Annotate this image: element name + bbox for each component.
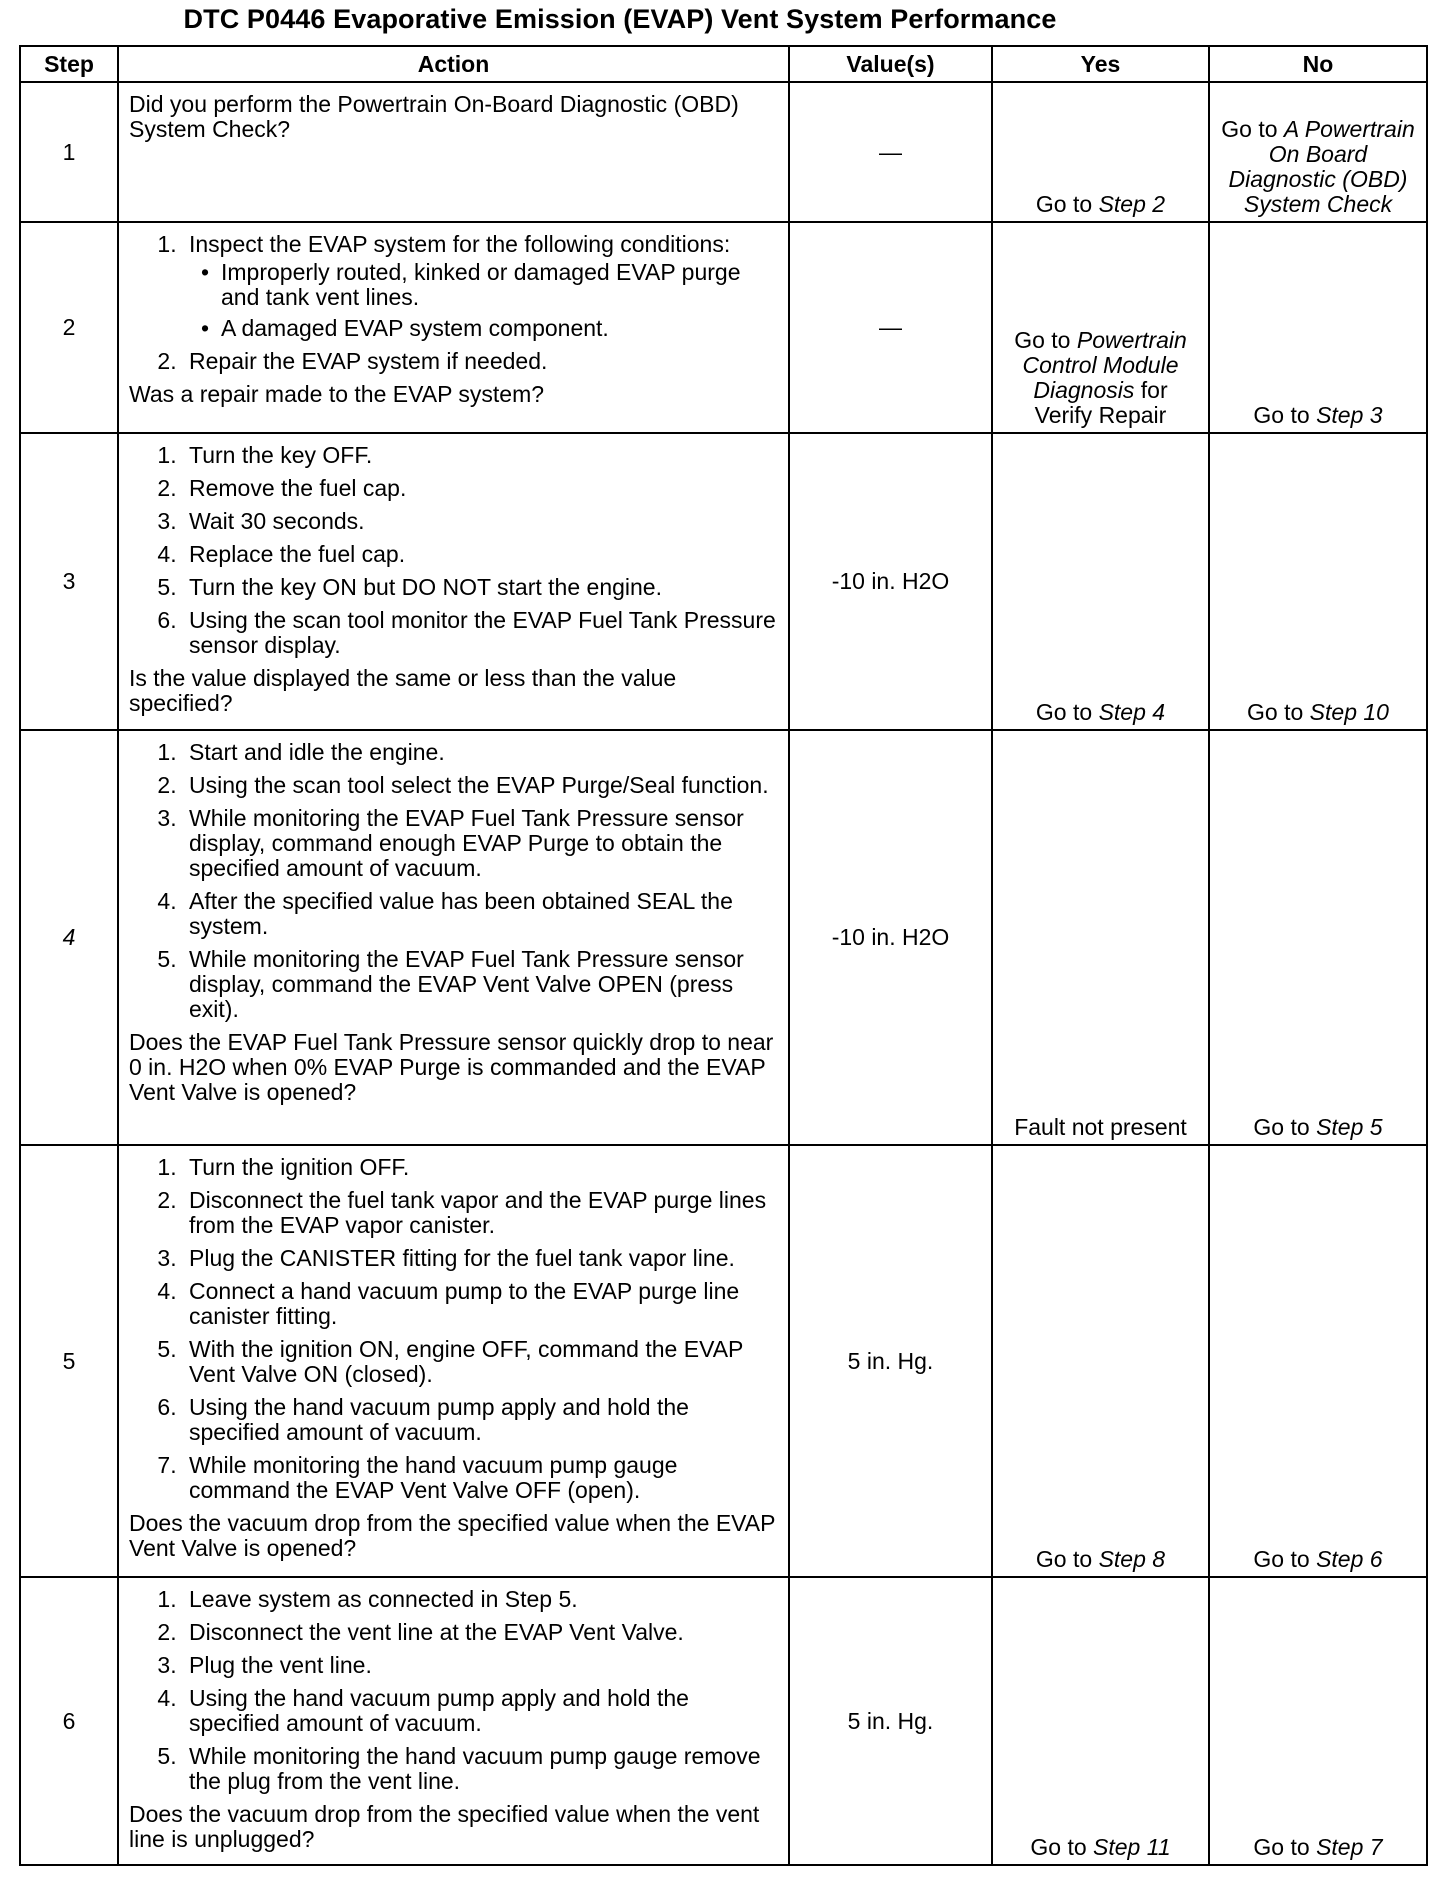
no-outcome-cell bbox=[1209, 433, 1427, 730]
step-number: 6 bbox=[20, 1577, 118, 1865]
action-steps-list bbox=[129, 1155, 778, 1503]
value-cell: — bbox=[789, 222, 992, 433]
action-step bbox=[183, 947, 778, 1022]
action-step bbox=[183, 889, 778, 939]
diagnostic-table bbox=[19, 45, 1428, 1866]
action-step bbox=[183, 1686, 778, 1736]
action-step bbox=[183, 1744, 778, 1794]
value-cell: 5 in. Hg. bbox=[789, 1145, 992, 1577]
rows-4-no-step-link[interactable]: Step 6 bbox=[1316, 1546, 1383, 1572]
rows-0-no-step-link[interactable]: A Powertrain On Board Diagnostic (OBD) System Check bbox=[1228, 116, 1415, 217]
rows-2-yes-text bbox=[993, 700, 1208, 725]
yes-outcome-cell bbox=[992, 1145, 1209, 1577]
no-column-header: No bbox=[1209, 46, 1427, 82]
action-step-text: Leave system as connected in Step 5. bbox=[189, 1586, 578, 1612]
rows-3-yes-prefix: Fault not present bbox=[1014, 1114, 1187, 1140]
rows-2-yes-step-link[interactable]: Step 4 bbox=[1098, 699, 1166, 725]
action-steps-list bbox=[129, 740, 778, 1022]
rows-4-yes-step-link[interactable]: Step 8 bbox=[1098, 1546, 1166, 1572]
action-cell bbox=[118, 1577, 789, 1865]
action-step-text: While monitoring the EVAP Fuel Tank Pressure sensor display, command enough EVAP Purge to obtain the specified amount of vacuum. bbox=[189, 805, 744, 881]
action-step-text: Connect a hand vacuum pump to the EVAP purge line canister fitting. bbox=[189, 1278, 740, 1329]
rows-5-yes-prefix: Go to bbox=[1030, 1834, 1094, 1860]
action-step-text: Remove the fuel cap. bbox=[189, 475, 407, 501]
rows-1-yes-text bbox=[1006, 328, 1196, 428]
step-number: 1 bbox=[20, 82, 118, 222]
yes-column-header: Yes bbox=[992, 46, 1209, 82]
no-outcome-cell bbox=[1209, 82, 1427, 222]
action-step bbox=[183, 773, 778, 798]
condition-item: • Improperly routed, kinked or damaged EVAP purge and tank vent lines. bbox=[221, 260, 778, 310]
action-step-text: With the ignition ON, engine OFF, command the EVAP Vent Valve ON (closed). bbox=[189, 1336, 743, 1387]
yes-outcome-cell bbox=[992, 222, 1209, 433]
table-body bbox=[20, 82, 1427, 1865]
action-question: Was a repair made to the EVAP system? bbox=[129, 381, 545, 407]
no-outcome-cell bbox=[1209, 222, 1427, 433]
rows-0-yes-prefix: Go to bbox=[1035, 191, 1099, 217]
action-column-header: Action bbox=[118, 46, 789, 82]
table-row bbox=[20, 1145, 1427, 1577]
rows-5-yes-step-link[interactable]: Step 11 bbox=[1093, 1834, 1171, 1860]
action-steps-list bbox=[129, 1587, 778, 1794]
rows-1-yes-step-link[interactable]: Powertrain Control Module Diagnosis bbox=[1022, 327, 1187, 403]
rows-1-no-step-link[interactable]: Step 3 bbox=[1316, 402, 1383, 428]
rows-2-no-prefix: Go to bbox=[1247, 699, 1310, 725]
action-step bbox=[183, 575, 778, 600]
rows-1-yes-suffix: for Verify Repair bbox=[1034, 377, 1168, 428]
action-question: Did you perform the Powertrain On-Board Diagnostic (OBD) System Check? bbox=[129, 91, 739, 142]
action-step-text: Inspect the EVAP system for the following conditions: bbox=[189, 231, 731, 257]
action-step-text: Start and idle the engine. bbox=[189, 739, 445, 765]
action-step-text: Plug the vent line. bbox=[189, 1652, 372, 1678]
action-step bbox=[183, 509, 778, 534]
action-step-text: Disconnect the vent line at the EVAP Vent Valve. bbox=[189, 1619, 684, 1645]
value-cell: -10 in. H2O bbox=[789, 433, 992, 730]
action-step-text: Turn the key ON but DO NOT start the engine. bbox=[189, 574, 662, 600]
action-cell bbox=[118, 433, 789, 730]
action-steps-list bbox=[129, 232, 778, 374]
action-step-text: Using the hand vacuum pump apply and hold the specified amount of vacuum. bbox=[189, 1685, 689, 1736]
rows-2-no-text bbox=[1210, 700, 1426, 725]
step-number: 4 bbox=[20, 730, 118, 1145]
action-step bbox=[183, 1453, 778, 1503]
condition-item: • A damaged EVAP system component. bbox=[221, 316, 778, 341]
action-step-text: Turn the key OFF. bbox=[189, 442, 373, 468]
rows-3-yes-text bbox=[993, 1115, 1208, 1140]
action-steps-list bbox=[129, 443, 778, 658]
action-step bbox=[183, 476, 778, 501]
action-step-text: Using the scan tool select the EVAP Purge/Seal function. bbox=[189, 772, 769, 798]
action-step bbox=[183, 232, 778, 341]
action-question: Does the vacuum drop from the specified value when the EVAP Vent Valve is opened? bbox=[129, 1510, 776, 1561]
action-cell bbox=[118, 82, 789, 222]
values-column-header: Value(s) bbox=[789, 46, 992, 82]
action-step bbox=[183, 740, 778, 765]
action-step-text: Turn the ignition OFF. bbox=[189, 1154, 410, 1180]
rows-2-no-step-link[interactable]: Step 10 bbox=[1309, 699, 1389, 725]
rows-0-yes-step-link[interactable]: Step 2 bbox=[1098, 191, 1166, 217]
rows-5-no-prefix: Go to bbox=[1253, 1834, 1317, 1860]
action-step-text: While monitoring the hand vacuum pump gauge command the EVAP Vent Valve OFF (open). bbox=[189, 1452, 678, 1503]
table-row bbox=[20, 1577, 1427, 1865]
yes-outcome-cell bbox=[992, 82, 1209, 222]
action-cell bbox=[118, 1145, 789, 1577]
table-header-row bbox=[20, 46, 1427, 82]
action-step bbox=[183, 1155, 778, 1180]
yes-outcome-cell bbox=[992, 1577, 1209, 1865]
rows-1-no-text bbox=[1210, 403, 1426, 428]
action-cell bbox=[118, 730, 789, 1145]
rows-1-yes-prefix: Go to bbox=[1014, 327, 1077, 353]
rows-5-no-text bbox=[1210, 1835, 1426, 1860]
action-step-text: Using the hand vacuum pump apply and hold the specified amount of vacuum. bbox=[189, 1394, 689, 1445]
action-step bbox=[183, 542, 778, 567]
no-outcome-cell bbox=[1209, 1577, 1427, 1865]
action-step-text: After the specified value has been obtained SEAL the system. bbox=[189, 888, 733, 939]
action-step bbox=[183, 349, 778, 374]
rows-1-no-prefix: Go to bbox=[1253, 402, 1317, 428]
rows-5-no-step-link[interactable]: Step 7 bbox=[1316, 1834, 1383, 1860]
action-step-text: Wait 30 seconds. bbox=[189, 508, 365, 534]
condition-list bbox=[189, 260, 778, 341]
step-column-header: Step bbox=[20, 46, 118, 82]
value-cell: -10 in. H2O bbox=[789, 730, 992, 1145]
rows-0-no-text bbox=[1220, 117, 1416, 217]
action-step-text: Repair the EVAP system if needed. bbox=[189, 348, 548, 374]
action-step-text: Disconnect the fuel tank vapor and the EVAP purge lines from the EVAP vapor canister. bbox=[189, 1187, 767, 1238]
action-step bbox=[183, 1587, 778, 1612]
rows-0-yes-text bbox=[993, 192, 1208, 217]
no-outcome-cell bbox=[1209, 730, 1427, 1145]
rows-4-no-prefix: Go to bbox=[1253, 1546, 1317, 1572]
rows-4-no-text bbox=[1210, 1547, 1426, 1572]
action-step-text: While monitoring the EVAP Fuel Tank Pressure sensor display, command the EVAP Vent Valve OPEN (press exit). bbox=[189, 946, 744, 1022]
table-row bbox=[20, 730, 1427, 1145]
table-row bbox=[20, 82, 1427, 222]
rows-0-no-prefix: Go to bbox=[1221, 116, 1284, 142]
action-step bbox=[183, 1279, 778, 1329]
yes-outcome-cell bbox=[992, 433, 1209, 730]
rows-3-no-text bbox=[1210, 1115, 1426, 1140]
table-row bbox=[20, 433, 1427, 730]
table-row bbox=[20, 222, 1427, 433]
action-step-text: While monitoring the hand vacuum pump gauge remove the plug from the vent line. bbox=[189, 1743, 761, 1794]
step-number: 2 bbox=[20, 222, 118, 433]
step-number: 3 bbox=[20, 433, 118, 730]
value-cell: 5 in. Hg. bbox=[789, 1577, 992, 1865]
action-step bbox=[183, 1337, 778, 1387]
rows-3-no-step-link[interactable]: Step 5 bbox=[1316, 1114, 1383, 1140]
action-cell bbox=[118, 222, 789, 433]
action-step bbox=[183, 608, 778, 658]
action-step-text: Replace the fuel cap. bbox=[189, 541, 406, 567]
action-step-text: Using the scan tool monitor the EVAP Fuel Tank Pressure sensor display. bbox=[189, 607, 776, 658]
yes-outcome-cell bbox=[992, 730, 1209, 1145]
step-number: 5 bbox=[20, 1145, 118, 1577]
action-step bbox=[183, 1246, 778, 1271]
action-step-text: Plug the CANISTER fitting for the fuel tank vapor line. bbox=[189, 1245, 735, 1271]
rows-4-yes-text bbox=[993, 1547, 1208, 1572]
page-title: DTC P0446 Evaporative Emission (EVAP) Vent System Performance bbox=[183, 4, 1057, 34]
action-step bbox=[183, 806, 778, 881]
no-outcome-cell bbox=[1209, 1145, 1427, 1577]
rows-4-yes-prefix: Go to bbox=[1035, 1546, 1099, 1572]
action-step bbox=[183, 1620, 778, 1645]
action-question: Does the vacuum drop from the specified value when the vent line is unplugged? bbox=[129, 1801, 760, 1852]
action-question: Is the value displayed the same or less than the value specified? bbox=[129, 665, 677, 716]
rows-2-yes-prefix: Go to bbox=[1035, 699, 1099, 725]
rows-5-yes-text bbox=[993, 1835, 1208, 1860]
action-step bbox=[183, 1188, 778, 1238]
value-cell: — bbox=[789, 82, 992, 222]
action-step bbox=[183, 1395, 778, 1445]
action-step bbox=[183, 1653, 778, 1678]
rows-3-no-prefix: Go to bbox=[1253, 1114, 1317, 1140]
action-question: Does the EVAP Fuel Tank Pressure sensor quickly drop to near 0 in. H2O when 0% EVAP Purge is commanded and the EVAP Vent Valve is opened? bbox=[129, 1029, 774, 1105]
action-step bbox=[183, 443, 778, 468]
